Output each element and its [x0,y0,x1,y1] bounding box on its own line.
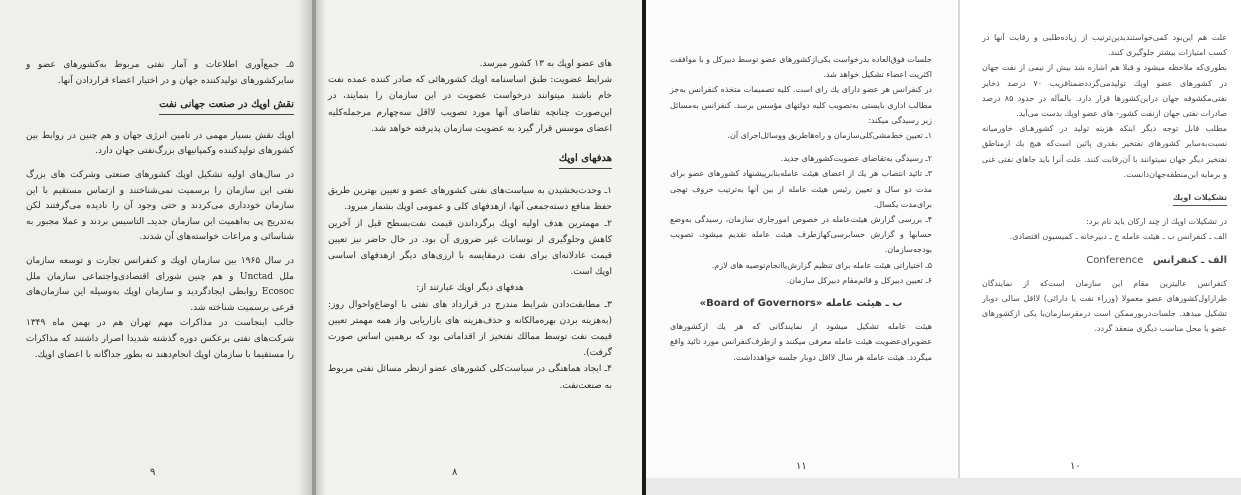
section-heading-role: نقش اوپك در صنعت جهانی نفت [159,97,294,115]
membership-conditions: شرایط عضویت: طبق اساسنامه اوپك کشورهائی که صادر کننده عمده نفت خام باشند میتوانند درخواست عضویت در این سازمان را بنمایند، در این‌صورت چنانچه تقاضای آنها مورد تصویب لااقل سه‌چهارم مرجمله‌کلیه اعضای موسس قرار گیرد به عضویت سازمان پذیرفته خواهد شد. [328,75,612,134]
paragraph: هیئت عامله تشکیل میشود از نمایندگانی که هر یك ازکشورهای عضوبرای‌عضویت هیئت عامله معرفی میکنند و ازطرف‌کنفرانس مورد تائید واقع میگردد. هیئت عامله هر سال لااقل دوبار جلسه خواهدداشت. [670,322,932,362]
paragraph: در کنفرانس هر عضو دارای یك رای است. کلیه تصمیمات متخذه کنفرانس به‌جز مطالب اداری بایستی به‌تصویب کلیه دولتهای مؤسس برسد. کنفرانس به‌مسائل زیر رسیدگی میکند: [670,85,932,125]
paragraph: در تشکیلات اوپك از چند ارکان باید نام برد: [1086,217,1227,227]
subheading-conference-en: Conference [1086,254,1144,266]
section-heading-board: ب ـ هیئت عامله «Board of Governors» [699,298,903,310]
conference-item-4: ۴ـ بررسی گزارش هیئت‌عامله در خصوص امورجاری سازمان، رسیدگی به‌وضع حسابها و گزارش حسابرسی‌کهازطرف هیئت عامله تقدیم میشود، تصویب بودجه‌سازمان. [670,215,932,255]
conference-item-2: ۲ـ رسیدگی به‌تقاضای عضویت‌کشورهای جدید. [780,154,932,164]
goal-item-1: ۱ـ وحدت‌بخشیدن به سیاست‌های نفتی کشورهای عضو و تعیین بهترین طریق حفظ منافع دسته‌جمعی آنها، ازهدفهای کلی و عمومی اوپك بشمار میرود. [328,186,612,213]
page-number: ۹ [150,467,156,479]
page-10 [960,0,1241,478]
objective-item-5: ۵ـ جمع‌آوری اطلاعات و آمار نفتی مربوط به‌کشورهای عضو و سایرکشورهای تولیدکننده جهان و در اختیار اعضاء قراردادن آنها. [26,60,294,86]
scan-margin [646,478,1241,495]
goal-item-3: ۳ـ مطابقت‌دادن شرایط مندرج در قرارداد های نفتی با اوضاع‌واحوال روز: (به‌هزینه بردن بهره‌مالکانه و حذف‌هزینه های بازاریابی واز همه مهمتر تعیین قیمت نفت توسط ممالك نفتخیز از اقداماتی بود که برهمین اساس صورت گرفت). [328,299,612,359]
goal-item-4: ۴ـ ایجاد هماهنگی در سیاست‌کلی کشورهای عضو ازنظر مسائل نفتی مربوط به صنعت‌نفت. [328,364,612,391]
paragraph: اوپك نقش بسیار مهمی در تامین انرژی جهان و هم چنین در روابط بین کشورهای تولیدکننده وکمپانیهای بزرگ‌نفتی جهان دارد. [26,130,294,157]
page-8 [312,0,642,495]
goal-intro: هدفهای دیگر اوپك عبارتند از: [416,283,524,294]
paragraph: در سال‌های اولیه تشکیل اوپك کشورهای صنعتی وشرکت های بزرگ نفتی این سازمان را برسمیت نمی‌شناختند و ازتماس مستقیم با این سازمان خودداری می‌کردند و حتی وجود آن را نادیده می‌گرفتند لکن به‌تدریج پی به‌اهمیت این سازمان جدیدـ التاسیس بردند و عملا مجبور به شناسائی و مراعات خواسته‌های آن شدند. [26,169,294,243]
paragraph: جلسات فوق‌العاده بدرخواست یکی‌ازکشورهای عضو توسط دبیرکل و با موافقت اکثریت اعضاء تشکیل خواهد شد. [670,55,932,80]
page-number: ۱۱ [796,460,807,472]
conference-item-6: ۶ـ تعیین دبیرکل و قائم‌مقام دبیرکل سازمان. [786,275,932,285]
paragraph: مطلب قابل توجه دیگر اینکه هزینه تولید در کشورهـای خاورمیانه نسبت‌به‌سایر کشورهای نفتخیز بقدری پائین است‌که هیچ یك ازمناطق نفتخیز دیگر جهان نمیتوانند با آن‌رقابت کنند. علت آنرا باید جاهای نفتی غنی و برمایه این‌منطقه‌جهان‌دانست. [982,124,1227,179]
conference-item-1: ۱ـ تعیین خط‌مشی‌کلی‌سازمان و راه‌ها‌طریق ووسائل‌اجرای آن. [727,131,932,141]
paragraph: جالب اینجاست در مذاکرات مهم تهران هم در بهمن ماه ۱۳۴۹ شرکت‌های نفتی برعکس دوره گذشته شدیدا اصرار داشتند که مذاکرات را مستقیما با سازمان اوپك انجام‌دهند نه بطور جداگانه با اعضای اوپك. [26,318,294,360]
paragraph: الف ـ کنفرانس ب ـ هیئت عامله ج ـ دبیرخانه ـ کمیسیون اقتصادی. [1009,232,1227,242]
section-heading-goals: هدفهای اوپك [559,151,612,169]
page-9 [0,0,312,495]
paragraph: علت هم این‌بود کمی‌خواستند‌بدین‌ترتیب از زیاده‌طلبی و رقابت آنها در کسب امتیازات بیشتر جلوگیری کنند. [982,33,1227,58]
page-number: ۱۰ [1070,460,1081,472]
conference-item-3: ۳ـ تائید انتصاب هر یك از اعضای هیئت عامله‌بنابرپیشنهاد کشورهای عضو برای مدت دو سال و تعیین رئیس هیئت عامله از بین آنها به‌ترتیب حروف تهجی برای‌مدت یکسال. [670,169,932,209]
conference-item-5: ۵ـ اختیاراتی هیئت عامله برای تنظیم گزارش‌یاانجام‌توصیه های لازم. [711,260,932,270]
paragraph: کنفرانس عالیترین مقام این سازمان است‌که از نمایندگان طراز‌اول‌کشورهای عضو معمولا (وزراء نفت یا دارائی) لااقل سالی دوبار تشکیل میدهد. جلسات‌در‌بور‌ممکن است در‌مقرسازمان‌یا یکی ازکشورهای عضو یا محل مناسب دیگری منعقد گردد. [982,278,1227,334]
paragraph: بطوری‌که ملاحظه میشود و قبلا هم اشاره شد بیش از نیمی از نفت جهان در کشورهای عضو اوپك تولیدمی‌گردد‌ضمنا‌قریب ۷۰ درصد ذخایر نفتی‌مکشوفه جهان دراین‌کشورها قرار دارد. بالمآله در حدود ۸۵ درصد صادرات نفتی جهان ازنفت کشور- های عضو اوپك بدست می‌آید. [982,63,1228,119]
section-heading-organization: تشکیلات اوپك [1173,190,1227,206]
subheading-conference: الف ـ کنفرانس [1152,254,1227,266]
paragraph: های عضو اوپك به ۱۳ کشور میرسد. [479,59,612,69]
page-number: ۸ [452,466,458,478]
goal-item-2: ۲ـ مهمترین هدف اولیه اوپك برگرداندن قیمت نفت‌بسطح قبل از آخرین کاهش وجلوگیری از نوسانات غیر ضروری آن بود. در حال حاضر نیز تعیین قیمت عادلانه‌ای برای نفت درمقایسه با ارزی‌های دیگر ازهدفهای اساسی اوپك است. [328,218,612,278]
scan-divider [642,0,646,495]
page-divider [958,0,960,478]
book-gutter-shadow [312,0,326,495]
page-11 [646,0,958,478]
paragraph: در سال ۱۹۶۵ بین سازمان اوپك و کنفرانس تجارت و توسعه سازمان ملل Unctad و هم چنین شورای اقتصادی‌واجتماعی سازمان ملل Ecosoc روابطی ایجادگردید و سازمان اوپك به‌وسیله این سازمان‌های فرعی برسمیت شناخته شد. [26,255,295,313]
